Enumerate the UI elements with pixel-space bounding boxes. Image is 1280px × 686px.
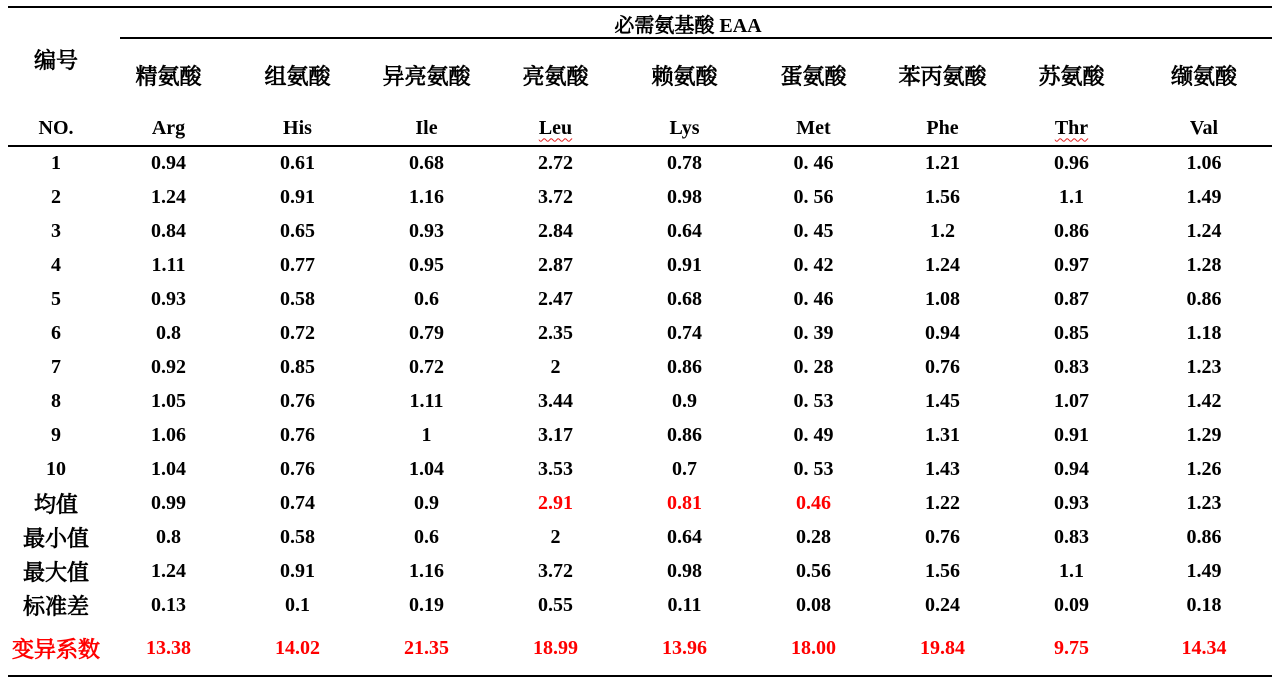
- cell-thr: 9.75: [1007, 622, 1136, 676]
- header-cn-phe: 苯丙氨酸: [898, 64, 987, 90]
- cell-met: 0. 46: [793, 152, 834, 174]
- cell-thr: 0.83: [1054, 355, 1089, 378]
- table-row: [8, 588, 1272, 622]
- cell-his: 0.91: [280, 559, 315, 582]
- group-header: 必需氨基酸 EAA: [104, 7, 1272, 39]
- row-label: 6: [51, 321, 61, 344]
- header-cn-his: 组氨酸: [264, 64, 331, 90]
- cell-val: 1.24: [1186, 219, 1222, 242]
- row-label: 标准差: [22, 594, 89, 620]
- cell-his: 0.85: [280, 355, 315, 378]
- table-body: [8, 146, 1272, 676]
- cell-met: 0. 53: [793, 457, 834, 480]
- cell-met: 0. 28: [793, 355, 834, 378]
- table-row: [8, 350, 1272, 384]
- cell-leu: 2.91: [538, 491, 573, 514]
- row-label: 均值: [33, 492, 78, 518]
- cell-phe: 19.84: [878, 622, 1007, 676]
- cell-his: 0.58: [280, 287, 315, 310]
- table-row: [8, 248, 1272, 282]
- table-row: [8, 384, 1272, 418]
- header-en-leu: [491, 111, 620, 146]
- header-en-phe: [878, 111, 1007, 146]
- cell-ile: 0.93: [409, 219, 444, 242]
- cell-phe: 1.2: [930, 219, 955, 242]
- cell-ile: 1.16: [409, 185, 444, 208]
- cell-ile: 21.35: [362, 622, 491, 676]
- cell-thr: 0.93: [1054, 491, 1089, 514]
- header-en-thr: [1007, 111, 1136, 146]
- cell-leu: 3.72: [538, 185, 573, 208]
- cell-his: 0.91: [280, 185, 315, 208]
- cell-phe: 0.24: [925, 593, 960, 616]
- cell-val: 1.49: [1186, 559, 1222, 582]
- cell-val: 1.23: [1186, 355, 1222, 378]
- header-en-leu-label: Leu: [538, 116, 573, 139]
- cell-arg: 0.8: [156, 321, 181, 344]
- cell-thr: 0.09: [1054, 593, 1089, 616]
- cell-ile: 0.6: [414, 287, 439, 310]
- row-label: 10: [46, 457, 66, 480]
- cell-ile: 0.79: [409, 321, 444, 344]
- cell-phe: 1.43: [925, 457, 960, 480]
- cell-phe: 1.22: [925, 491, 960, 514]
- cell-met: 0.56: [796, 559, 831, 582]
- cell-arg: 0.13: [151, 593, 186, 616]
- row-label: 2: [51, 185, 61, 208]
- cell-leu: 3.72: [538, 559, 573, 582]
- cell-thr: 0.96: [1054, 152, 1089, 174]
- cell-ile: 1.16: [409, 559, 444, 582]
- cell-lys: 0.81: [667, 491, 702, 514]
- cell-lys: 0.86: [667, 423, 702, 446]
- cell-leu: 3.17: [538, 423, 573, 446]
- eaa-table: [8, 6, 1272, 677]
- cell-met: 0.46: [796, 491, 831, 514]
- cell-leu: 2.35: [538, 321, 573, 344]
- cell-met: 0. 53: [793, 389, 834, 412]
- table-row: [8, 418, 1272, 452]
- row-label: 8: [51, 389, 61, 412]
- cell-lys: 0.7: [672, 457, 697, 480]
- cell-leu: 2.84: [538, 219, 573, 242]
- row-label: 4: [51, 253, 61, 276]
- id-header: 编号: [33, 49, 78, 74]
- table-row: [8, 622, 1272, 676]
- cell-lys: 0.98: [667, 559, 702, 582]
- cell-phe: 1.08: [925, 287, 960, 310]
- cell-thr: 0.87: [1054, 287, 1089, 310]
- cell-leu: 2.47: [538, 287, 573, 310]
- cell-val: 14.34: [1136, 622, 1272, 676]
- cell-his: 0.58: [280, 525, 315, 548]
- header-cn-leu: 亮氨酸: [522, 64, 589, 90]
- cell-thr: 0.94: [1054, 457, 1089, 480]
- cell-thr: 1.07: [1054, 389, 1089, 412]
- header-en-thr-label: Thr: [1054, 116, 1089, 139]
- cell-ile: 0.6: [414, 525, 439, 548]
- header-row-en: [8, 111, 1272, 146]
- cell-phe: 1.24: [925, 253, 960, 276]
- cell-leu: 2.87: [538, 253, 573, 276]
- cell-lys: 0.9: [672, 389, 697, 412]
- table-row: [8, 180, 1272, 214]
- cell-val: 1.49: [1186, 185, 1222, 208]
- cell-his: 0.77: [280, 253, 315, 276]
- cell-his: 0.1: [285, 593, 310, 616]
- cell-ile: 1.11: [409, 389, 444, 412]
- row-label: 5: [51, 287, 61, 310]
- header-en-met: [749, 111, 878, 146]
- header-en-val-label: Val: [1189, 116, 1219, 139]
- cell-met: 0. 49: [793, 423, 834, 446]
- row-label: 最小值: [22, 526, 89, 552]
- cell-val: 0.86: [1186, 525, 1222, 548]
- cell-lys: 13.96: [620, 622, 749, 676]
- cell-arg: 1.24: [151, 185, 186, 208]
- cell-arg: 1.04: [151, 457, 186, 480]
- header-en-ile-label: Ile: [415, 116, 438, 139]
- cell-arg: 0.8: [156, 525, 181, 548]
- header-en-ile: [362, 111, 491, 146]
- cell-phe: 1.31: [925, 423, 960, 446]
- cell-his: 0.74: [280, 491, 315, 514]
- cell-ile: 0.68: [409, 152, 444, 174]
- cell-lys: 0.64: [667, 219, 702, 242]
- cell-phe: 0.76: [925, 525, 960, 548]
- table-row: [8, 316, 1272, 350]
- cell-val: 1.18: [1186, 321, 1222, 344]
- cell-val: 1.28: [1186, 253, 1222, 276]
- header-en-val: [1136, 111, 1272, 146]
- header-en-arg-label: Arg: [151, 116, 186, 139]
- table-row: [8, 282, 1272, 316]
- cell-arg: 1.06: [151, 423, 186, 446]
- cell-val: 1.06: [1186, 152, 1222, 174]
- cell-lys: 0.91: [667, 253, 702, 276]
- cell-thr: 1.1: [1059, 185, 1084, 208]
- header-en-his: [233, 111, 362, 146]
- cell-ile: 0.19: [409, 593, 444, 616]
- cell-met: 0.28: [796, 525, 831, 548]
- cell-ile: 1: [421, 423, 432, 446]
- cell-lys: 0.74: [667, 321, 702, 344]
- row-label: 3: [51, 219, 61, 242]
- header-en-arg: [104, 111, 233, 146]
- cell-lys: 0.98: [667, 185, 702, 208]
- header-row-group: [8, 7, 1272, 39]
- header-en-lys: [620, 111, 749, 146]
- table-row: [8, 554, 1272, 588]
- cell-leu: 2: [550, 355, 561, 378]
- cell-his: 0.76: [280, 457, 315, 480]
- cell-met: 0. 56: [793, 185, 834, 208]
- row-label: 7: [51, 355, 61, 378]
- cell-arg: 0.92: [151, 355, 186, 378]
- header-cn-arg: 精氨酸: [135, 64, 202, 90]
- cell-phe: 1.21: [925, 152, 960, 174]
- header-en-lys-label: Lys: [669, 116, 700, 139]
- cell-phe: 1.56: [925, 559, 960, 582]
- cell-met: 0. 45: [793, 219, 834, 242]
- table-row: [8, 520, 1272, 554]
- cell-thr: 0.85: [1054, 321, 1089, 344]
- cell-his: 0.76: [280, 423, 315, 446]
- row-label: 9: [51, 423, 61, 446]
- cell-phe: 1.45: [925, 389, 960, 412]
- cell-lys: 0.11: [667, 593, 702, 616]
- row-label: 最大值: [22, 560, 89, 586]
- cell-val: 1.23: [1186, 491, 1222, 514]
- cell-his: 14.02: [233, 622, 362, 676]
- cell-ile: 0.72: [409, 355, 444, 378]
- cell-his: 0.76: [280, 389, 315, 412]
- cell-val: 1.29: [1186, 423, 1222, 446]
- cell-his: 0.61: [280, 152, 315, 174]
- cell-val: 0.18: [1186, 593, 1222, 616]
- row-label: 变异系数: [8, 622, 104, 676]
- cell-arg: 1.05: [151, 389, 186, 412]
- cell-leu: 0.55: [538, 593, 573, 616]
- table-row: [8, 214, 1272, 248]
- cell-lys: 0.86: [667, 355, 702, 378]
- table-row: [8, 146, 1272, 180]
- header-en-his-label: His: [283, 116, 312, 139]
- cell-lys: 0.78: [667, 152, 702, 174]
- cell-leu: 18.99: [491, 622, 620, 676]
- cell-arg: 0.84: [151, 219, 186, 242]
- cell-thr: 0.86: [1054, 219, 1089, 242]
- cell-ile: 0.95: [409, 253, 444, 276]
- cell-ile: 0.9: [414, 491, 439, 514]
- row-label: 1: [51, 152, 61, 174]
- header-cn-val: 缬氨酸: [1170, 64, 1237, 90]
- cell-val: 1.42: [1186, 389, 1222, 412]
- cell-leu: 2: [550, 525, 561, 548]
- cell-arg: 0.99: [151, 491, 186, 514]
- table-row: [8, 452, 1272, 486]
- table-row: [8, 486, 1272, 520]
- cell-phe: 1.56: [925, 185, 960, 208]
- cell-met: 0. 42: [793, 253, 834, 276]
- header-cn-met: 蛋氨酸: [780, 64, 847, 90]
- cell-ile: 1.04: [409, 457, 444, 480]
- cell-arg: 1.24: [151, 559, 186, 582]
- header-cn-ile: 异亮氨酸: [382, 64, 471, 90]
- cell-phe: 0.76: [925, 355, 960, 378]
- cell-arg: 0.93: [151, 287, 186, 310]
- cell-met: 18.00: [749, 622, 878, 676]
- cell-met: 0.08: [796, 593, 831, 616]
- cell-his: 0.65: [280, 219, 315, 242]
- cell-thr: 0.97: [1054, 253, 1089, 276]
- cell-arg: 13.38: [104, 622, 233, 676]
- cell-arg: 1.11: [151, 253, 186, 276]
- header-row-cn: [8, 39, 1272, 111]
- cell-leu: 3.53: [538, 457, 573, 480]
- cell-leu: 2.72: [538, 152, 573, 174]
- id-subheader: NO.: [8, 111, 104, 146]
- cell-thr: 1.1: [1059, 559, 1084, 582]
- cell-his: 0.72: [280, 321, 315, 344]
- cell-arg: 0.94: [151, 152, 186, 174]
- cell-val: 1.26: [1186, 457, 1222, 480]
- cell-met: 0. 39: [793, 321, 834, 344]
- cell-val: 0.86: [1186, 287, 1222, 310]
- header-cn-lys: 赖氨酸: [651, 64, 718, 90]
- header-en-met-label: Met: [796, 116, 831, 139]
- cell-lys: 0.68: [667, 287, 702, 310]
- eaa-table-sheet: [8, 6, 1272, 677]
- cell-thr: 0.83: [1054, 525, 1089, 548]
- cell-met: 0. 46: [793, 287, 834, 310]
- header-cn-thr: 苏氨酸: [1038, 64, 1105, 90]
- cell-leu: 3.44: [538, 389, 573, 412]
- cell-thr: 0.91: [1054, 423, 1089, 446]
- cell-lys: 0.64: [667, 525, 702, 548]
- header-en-phe-label: Phe: [926, 116, 959, 139]
- cell-phe: 0.94: [925, 321, 960, 344]
- table-header: [8, 7, 1272, 146]
